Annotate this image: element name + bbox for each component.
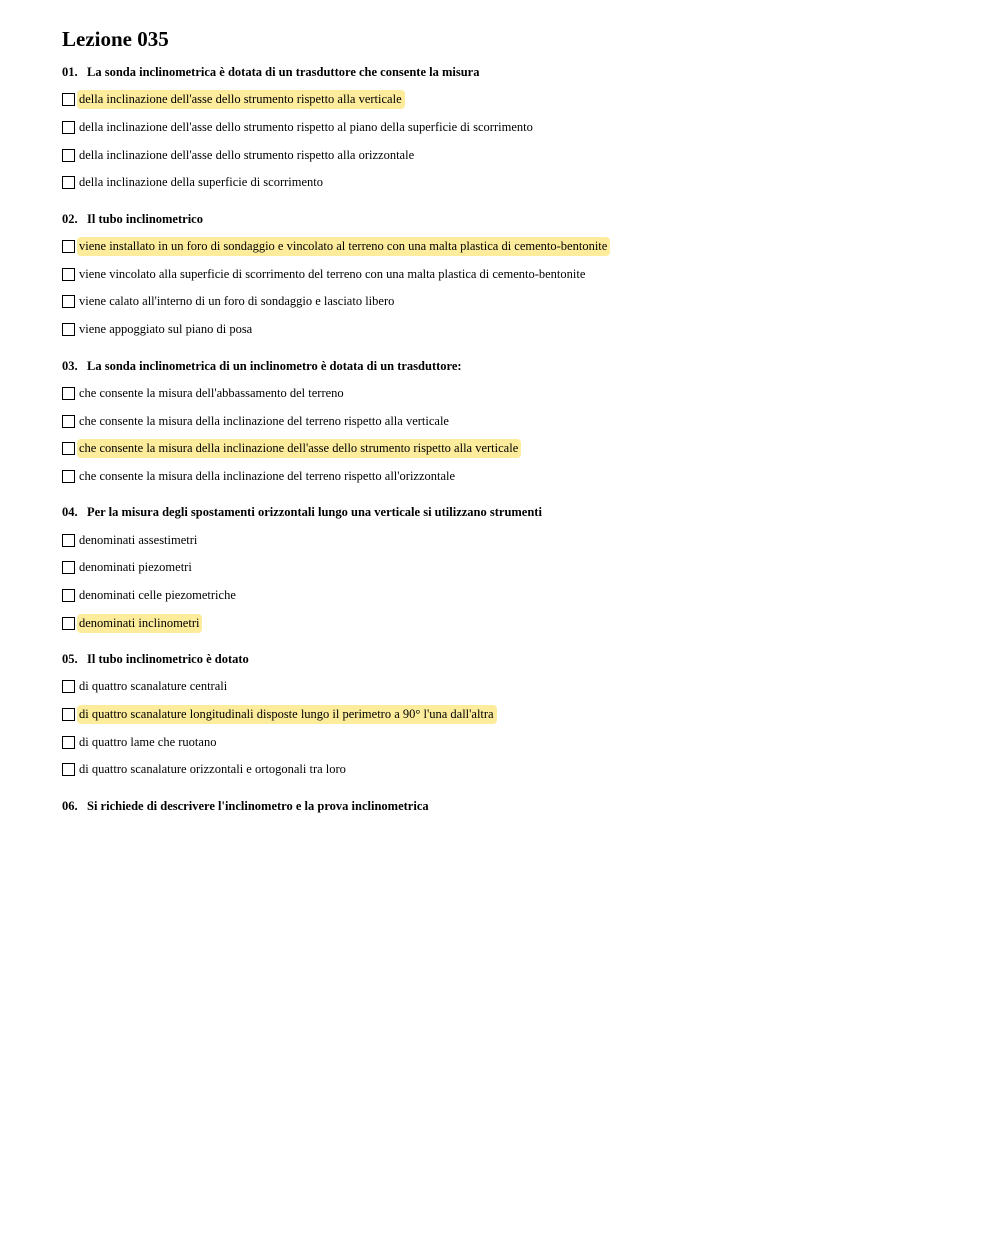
answer-label: denominati inclinometri [77,614,202,633]
question-06 [62,798,962,814]
answer-label: viene calato all'interno di un foro di sondaggio e lasciato libero [79,294,395,309]
checkbox-icon[interactable] [62,708,75,721]
answer-option[interactable] [62,554,962,582]
checkbox-icon[interactable] [62,442,75,455]
checkbox-icon[interactable] [62,121,75,134]
answer-option[interactable] [62,582,962,610]
answer-option[interactable] [62,728,962,756]
question-02 [62,211,962,344]
answer-label: viene vincolato alla superficie di scorrimento del terreno con una malta plastica di cemento-bentonite [79,266,586,281]
question-text [62,651,962,667]
answer-label: della inclinazione dell'asse dello strumento rispetto alla orizzontale [79,147,415,162]
answer-option[interactable] [62,288,962,316]
answer-option[interactable] [62,673,962,701]
checkbox-icon[interactable] [62,763,75,776]
answer-option[interactable] [62,169,962,197]
answer-option[interactable] [62,463,962,491]
checkbox-icon[interactable] [62,561,75,574]
checkbox-icon[interactable] [62,387,75,400]
question-05 [62,651,962,784]
question-text [62,504,962,520]
answer-option[interactable] [62,233,962,261]
checkbox-icon[interactable] [62,295,75,308]
checkbox-icon[interactable] [62,149,75,162]
checkbox-icon[interactable] [62,268,75,281]
answer-label: della inclinazione dell'asse dello strumento rispetto al piano della superficie di scorrimento [79,120,533,135]
checkbox-icon[interactable] [62,323,75,336]
answer-label: di quattro lame che ruotano [79,734,217,749]
answer-label: di quattro scanalature orizzontali e ortogonali tra loro [79,762,346,777]
question-number: 05. [62,652,78,666]
page-title: Lezione 035 [62,27,169,51]
question-prompt: Il tubo inclinometrico è dotato [87,652,249,666]
question-04 [62,504,962,637]
answer-option[interactable] [62,141,962,169]
answer-label: che consente la misura della inclinazione del terreno rispetto all'orizzontale [79,468,456,483]
question-text [62,798,962,814]
answer-option[interactable] [62,114,962,142]
question-prompt: La sonda inclinometrica è dotata di un trasduttore che consente la misura [87,65,480,79]
answer-label: della inclinazione della superficie di scorrimento [79,175,324,190]
answer-option[interactable] [62,701,962,729]
answer-label: denominati piezometri [79,560,192,575]
lesson-page [62,27,962,828]
question-prompt: Il tubo inclinometrico [87,211,203,226]
answer-option[interactable] [62,435,962,463]
checkbox-icon[interactable] [62,736,75,749]
question-prompt: Si richiede di descrivere l'inclinometro e la prova inclinometrica [87,798,429,813]
checkbox-icon[interactable] [62,534,75,547]
answer-label: viene appoggiato sul piano di posa [79,322,253,337]
checkbox-icon[interactable] [62,617,75,630]
answer-label: che consente la misura della inclinazione dell'asse dello strumento rispetto alla verticale [77,439,521,458]
answer-label: denominati assestimetri [79,532,198,547]
question-number: 02. [62,211,78,226]
question-number: 01. [62,65,78,79]
answer-option[interactable] [62,380,962,408]
checkbox-icon[interactable] [62,240,75,253]
answer-option[interactable] [62,86,962,114]
question-text [62,64,962,80]
answer-option[interactable] [62,316,962,344]
checkbox-icon[interactable] [62,93,75,106]
answer-label: che consente la misura dell'abbassamento del terreno [79,385,344,400]
question-text [62,358,962,374]
question-03 [62,358,962,491]
answer-label: denominati celle piezometriche [79,587,236,602]
answer-label: che consente la misura della inclinazione del terreno rispetto alla verticale [79,413,449,428]
question-01 [62,64,962,197]
answer-option[interactable] [62,260,962,288]
question-number: 04. [62,505,78,520]
question-number: 06. [62,798,78,813]
checkbox-icon[interactable] [62,589,75,602]
checkbox-icon[interactable] [62,176,75,189]
answer-option[interactable] [62,526,962,554]
answer-option[interactable] [62,756,962,784]
answer-option[interactable] [62,609,962,637]
question-prompt: La sonda inclinometrica di un inclinometro è dotata di un trasduttore: [87,358,462,373]
checkbox-icon[interactable] [62,415,75,428]
answer-label: di quattro scanalature centrali [79,679,228,694]
answer-label: della inclinazione dell'asse dello strumento rispetto alla verticale [77,90,405,109]
question-prompt: Per la misura degli spostamenti orizzontali lungo una verticale si utilizzano strumenti [87,505,542,520]
checkbox-icon[interactable] [62,470,75,483]
answer-option[interactable] [62,407,962,435]
question-number: 03. [62,358,78,373]
question-text [62,211,962,227]
answer-label: viene installato in un foro di sondaggio e vincolato al terreno con una malta plastica di cemento-bentonite [77,237,610,256]
checkbox-icon[interactable] [62,680,75,693]
answer-label: di quattro scanalature longitudinali disposte lungo il perimetro a 90° l'una dall'altra [77,705,497,724]
